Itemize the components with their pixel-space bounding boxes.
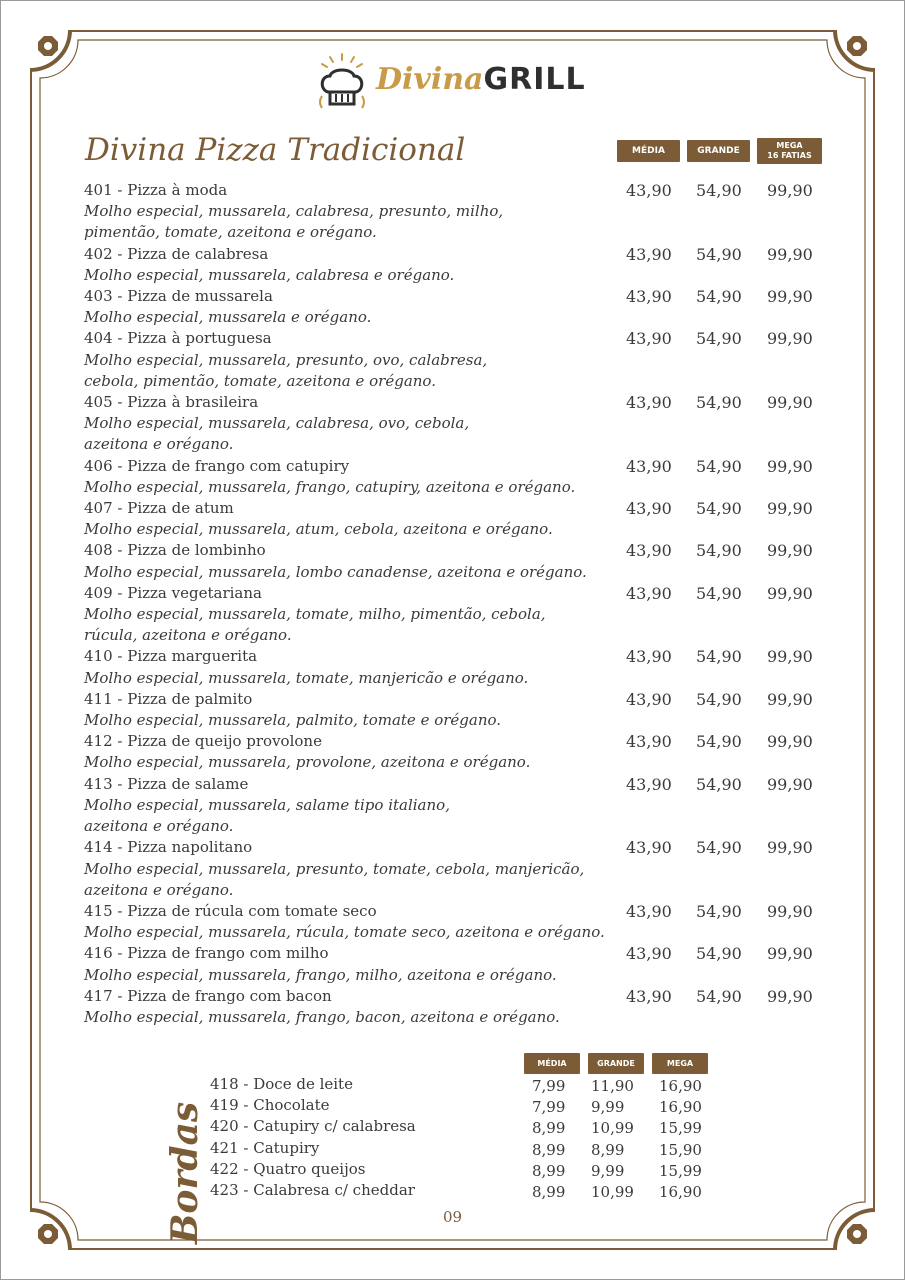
price-media: 43,90 bbox=[626, 986, 672, 1006]
menu-item-name: 401 - Pizza à moda bbox=[84, 181, 228, 199]
borda-price-grande: 10,99 bbox=[591, 1182, 634, 1201]
menu-item-description: Molho especial, mussarela, palmito, tomate e orégano. bbox=[84, 711, 502, 730]
menu-item bbox=[84, 901, 824, 943]
menu-item-name: 413 - Pizza de salame bbox=[84, 774, 249, 793]
price-media: 43,90 bbox=[626, 329, 672, 349]
borda-item-name: 421 - Catupiry bbox=[210, 1138, 320, 1157]
menu-item-description-cont: azeitona e orégano. bbox=[84, 817, 234, 836]
borda-price-grande: 10,99 bbox=[591, 1119, 634, 1138]
borda-price-mega: 15,90 bbox=[659, 1140, 702, 1159]
borda-size-tag-media: MÉDIA bbox=[524, 1053, 580, 1074]
price-grande: 54,90 bbox=[696, 499, 742, 519]
menu-item-description: Molho especial, mussarela, presunto, tomate, cebola, manjericão, bbox=[84, 859, 585, 878]
price-grande: 54,90 bbox=[696, 732, 742, 752]
price-grande: 54,90 bbox=[696, 774, 742, 794]
borda-price-media: 8,99 bbox=[532, 1161, 566, 1180]
brand-logo bbox=[312, 52, 602, 112]
price-media: 43,90 bbox=[626, 732, 672, 752]
menu-item bbox=[84, 646, 824, 688]
menu-item bbox=[84, 837, 824, 901]
menu-item-name: 407 - Pizza de atum bbox=[84, 499, 234, 518]
price-mega: 99,90 bbox=[767, 329, 813, 349]
menu-item bbox=[84, 774, 824, 838]
price-mega: 99,90 bbox=[767, 181, 813, 200]
menu-item-name: 415 - Pizza de rúcula com tomate seco bbox=[84, 901, 377, 920]
borda-item-name: 423 - Calabresa c/ cheddar bbox=[210, 1180, 415, 1199]
menu-item bbox=[84, 498, 824, 540]
borda-item bbox=[210, 1159, 730, 1180]
price-grande: 54,90 bbox=[696, 541, 742, 561]
borda-price-mega: 15,99 bbox=[659, 1161, 702, 1180]
price-grande: 54,90 bbox=[696, 329, 742, 349]
price-grande: 54,90 bbox=[696, 583, 742, 603]
menu-item bbox=[84, 689, 824, 731]
price-grande: 54,90 bbox=[696, 287, 742, 307]
menu-item-name: 406 - Pizza de frango com catupiry bbox=[84, 456, 350, 475]
price-grande: 54,90 bbox=[696, 944, 742, 964]
price-mega: 99,90 bbox=[767, 287, 813, 307]
price-media: 43,90 bbox=[626, 541, 672, 561]
price-media: 43,90 bbox=[626, 774, 672, 794]
brand-name-bold: GRILL bbox=[483, 62, 586, 97]
price-media: 43,90 bbox=[626, 583, 672, 603]
borda-price-grande: 9,99 bbox=[591, 1098, 625, 1117]
price-mega: 99,90 bbox=[767, 647, 813, 667]
menu-item-description: Molho especial, mussarela, provolone, azeitona e orégano. bbox=[84, 753, 531, 772]
price-mega: 99,90 bbox=[767, 732, 813, 752]
pizza-list bbox=[84, 180, 824, 1028]
price-media: 43,90 bbox=[626, 393, 672, 413]
price-mega: 99,90 bbox=[767, 541, 813, 561]
menu-item-name: 410 - Pizza marguerita bbox=[84, 647, 258, 666]
menu-item-description: Molho especial, mussarela, calabresa, ovo, cebola, bbox=[84, 414, 470, 433]
price-media: 43,90 bbox=[626, 499, 672, 519]
borda-item-name: 420 - Catupiry c/ calabresa bbox=[210, 1117, 416, 1136]
borda-price-media: 7,99 bbox=[532, 1098, 566, 1117]
borda-size-tag-mega: MEGA bbox=[652, 1053, 708, 1074]
brand-name bbox=[376, 62, 586, 97]
borda-item bbox=[210, 1138, 730, 1159]
price-media: 43,90 bbox=[626, 456, 672, 476]
price-media: 43,90 bbox=[626, 647, 672, 667]
menu-item-name: 402 - Pizza de calabresa bbox=[84, 244, 269, 263]
borda-price-grande: 9,99 bbox=[591, 1161, 625, 1180]
price-mega: 99,90 bbox=[767, 244, 813, 264]
menu-item bbox=[84, 943, 824, 985]
borda-item bbox=[210, 1180, 730, 1201]
borda-item-name: 422 - Quatro queijos bbox=[210, 1159, 366, 1178]
price-grande: 54,90 bbox=[696, 456, 742, 476]
menu-item-name: 403 - Pizza de mussarela bbox=[84, 287, 273, 306]
borda-price-media: 8,99 bbox=[532, 1140, 566, 1159]
menu-item-description-cont: rúcula, azeitona e orégano. bbox=[84, 626, 292, 645]
price-grande: 54,90 bbox=[696, 647, 742, 667]
borda-price-grande: 11,90 bbox=[591, 1077, 634, 1095]
menu-item-description: Molho especial, mussarela, calabresa, presunto, milho, bbox=[84, 202, 504, 221]
menu-item-name: 405 - Pizza à brasileira bbox=[84, 393, 259, 412]
menu-item-description: Molho especial, mussarela, rúcula, tomate seco, azeitona e orégano. bbox=[84, 923, 605, 942]
price-grande: 54,90 bbox=[696, 689, 742, 709]
price-media: 43,90 bbox=[626, 244, 672, 264]
menu-item-description: Molho especial, mussarela, frango, bacon, azeitona e orégano. bbox=[84, 1007, 560, 1026]
menu-item bbox=[84, 244, 824, 286]
size-tag-grande: GRANDE bbox=[687, 140, 750, 162]
menu-item-description: Molho especial, mussarela, tomate, milho, pimentão, cebola, bbox=[84, 605, 546, 624]
price-media: 43,90 bbox=[626, 689, 672, 709]
price-mega: 99,90 bbox=[767, 689, 813, 709]
menu-item-name: 409 - Pizza vegetariana bbox=[84, 583, 262, 602]
menu-item-description: Molho especial, mussarela, lombo canadense, azeitona e orégano. bbox=[84, 562, 587, 581]
menu-item-name: 417 - Pizza de frango com bacon bbox=[84, 986, 332, 1005]
menu-item bbox=[84, 986, 824, 1028]
size-tag-media: MÉDIA bbox=[617, 140, 680, 162]
price-mega: 99,90 bbox=[767, 944, 813, 964]
menu-item-name: 414 - Pizza napolitano bbox=[84, 838, 253, 857]
borda-price-media: 7,99 bbox=[532, 1077, 566, 1095]
menu-item-description: Molho especial, mussarela, frango, catupiry, azeitona e orégano. bbox=[84, 477, 576, 496]
menu-item bbox=[84, 180, 824, 244]
bordas-title: Bordas bbox=[164, 1101, 206, 1244]
borda-item-name: 419 - Chocolate bbox=[210, 1096, 330, 1115]
menu-item bbox=[84, 583, 824, 647]
borda-item-name: 418 - Doce de leite bbox=[210, 1075, 353, 1093]
menu-item-description: Molho especial, mussarela, tomate, manjericão e orégano. bbox=[84, 668, 529, 687]
menu-item-name: 408 - Pizza de lombinho bbox=[84, 541, 266, 560]
menu-item bbox=[84, 731, 824, 773]
borda-item bbox=[210, 1074, 730, 1095]
menu-item-name: 404 - Pizza à portuguesa bbox=[84, 329, 272, 348]
price-mega: 99,90 bbox=[767, 393, 813, 413]
menu-item bbox=[84, 540, 824, 582]
chef-hat-icon bbox=[312, 52, 372, 112]
menu-item-description: Molho especial, mussarela, frango, milho, azeitona e orégano. bbox=[84, 965, 557, 984]
menu-item bbox=[84, 392, 824, 456]
size-tag-mega-slices: 16 FATIAS bbox=[767, 151, 812, 160]
menu-item-name: 412 - Pizza de queijo provolone bbox=[84, 732, 322, 751]
menu-item-name: 416 - Pizza de frango com milho bbox=[84, 944, 329, 963]
menu-item-description: Molho especial, mussarela, salame tipo italiano, bbox=[84, 795, 450, 814]
size-tag-mega bbox=[757, 138, 822, 164]
price-mega: 99,90 bbox=[767, 499, 813, 519]
price-media: 43,90 bbox=[626, 838, 672, 858]
price-grande: 54,90 bbox=[696, 986, 742, 1006]
menu-item-description-cont: azeitona e orégano. bbox=[84, 880, 234, 899]
price-grande: 54,90 bbox=[696, 181, 742, 200]
price-mega: 99,90 bbox=[767, 986, 813, 1006]
borda-price-media: 8,99 bbox=[532, 1182, 566, 1201]
borda-price-media: 8,99 bbox=[532, 1119, 566, 1138]
price-mega: 99,90 bbox=[767, 456, 813, 476]
price-mega: 99,90 bbox=[767, 583, 813, 603]
menu-item-description-cont: azeitona e orégano. bbox=[84, 435, 234, 454]
brand-name-script: Divina bbox=[376, 62, 484, 97]
page-number: 09 bbox=[442, 1208, 463, 1226]
borda-price-mega: 15,99 bbox=[659, 1119, 702, 1138]
bordas-list bbox=[210, 1074, 730, 1201]
borda-price-mega: 16,90 bbox=[659, 1182, 702, 1201]
price-mega: 99,90 bbox=[767, 901, 813, 921]
price-media: 43,90 bbox=[626, 901, 672, 921]
menu-item bbox=[84, 286, 824, 328]
price-mega: 99,90 bbox=[767, 838, 813, 858]
price-media: 43,90 bbox=[626, 181, 672, 200]
menu-item-description: Molho especial, mussarela, atum, cebola, azeitona e orégano. bbox=[84, 520, 553, 539]
menu-item-description: Molho especial, mussarela, calabresa e orégano. bbox=[84, 265, 455, 284]
price-mega: 99,90 bbox=[767, 774, 813, 794]
menu-item-description-cont: cebola, pimentão, tomate, azeitona e orégano. bbox=[84, 371, 436, 390]
price-media: 43,90 bbox=[626, 287, 672, 307]
borda-price-grande: 8,99 bbox=[591, 1140, 625, 1159]
price-media: 43,90 bbox=[626, 944, 672, 964]
size-tag-mega-label: MEGA bbox=[776, 141, 803, 150]
borda-item bbox=[210, 1116, 730, 1137]
price-grande: 54,90 bbox=[696, 901, 742, 921]
borda-price-mega: 16,90 bbox=[659, 1077, 702, 1095]
price-grande: 54,90 bbox=[696, 393, 742, 413]
section-title: Divina Pizza Tradicional bbox=[85, 132, 466, 168]
menu-item-description: Molho especial, mussarela, presunto, ovo, calabresa, bbox=[84, 350, 488, 369]
price-grande: 54,90 bbox=[696, 244, 742, 264]
menu-item-name: 411 - Pizza de palmito bbox=[84, 689, 253, 708]
menu-item-description: Molho especial, mussarela e orégano. bbox=[84, 308, 372, 327]
menu-item bbox=[84, 328, 824, 392]
menu-item bbox=[84, 456, 824, 498]
price-grande: 54,90 bbox=[696, 838, 742, 858]
menu-item-description-cont: pimentão, tomate, azeitona e orégano. bbox=[84, 223, 377, 242]
borda-price-mega: 16,90 bbox=[659, 1098, 702, 1117]
borda-size-tag-grande: GRANDE bbox=[588, 1053, 644, 1074]
borda-item bbox=[210, 1095, 730, 1116]
